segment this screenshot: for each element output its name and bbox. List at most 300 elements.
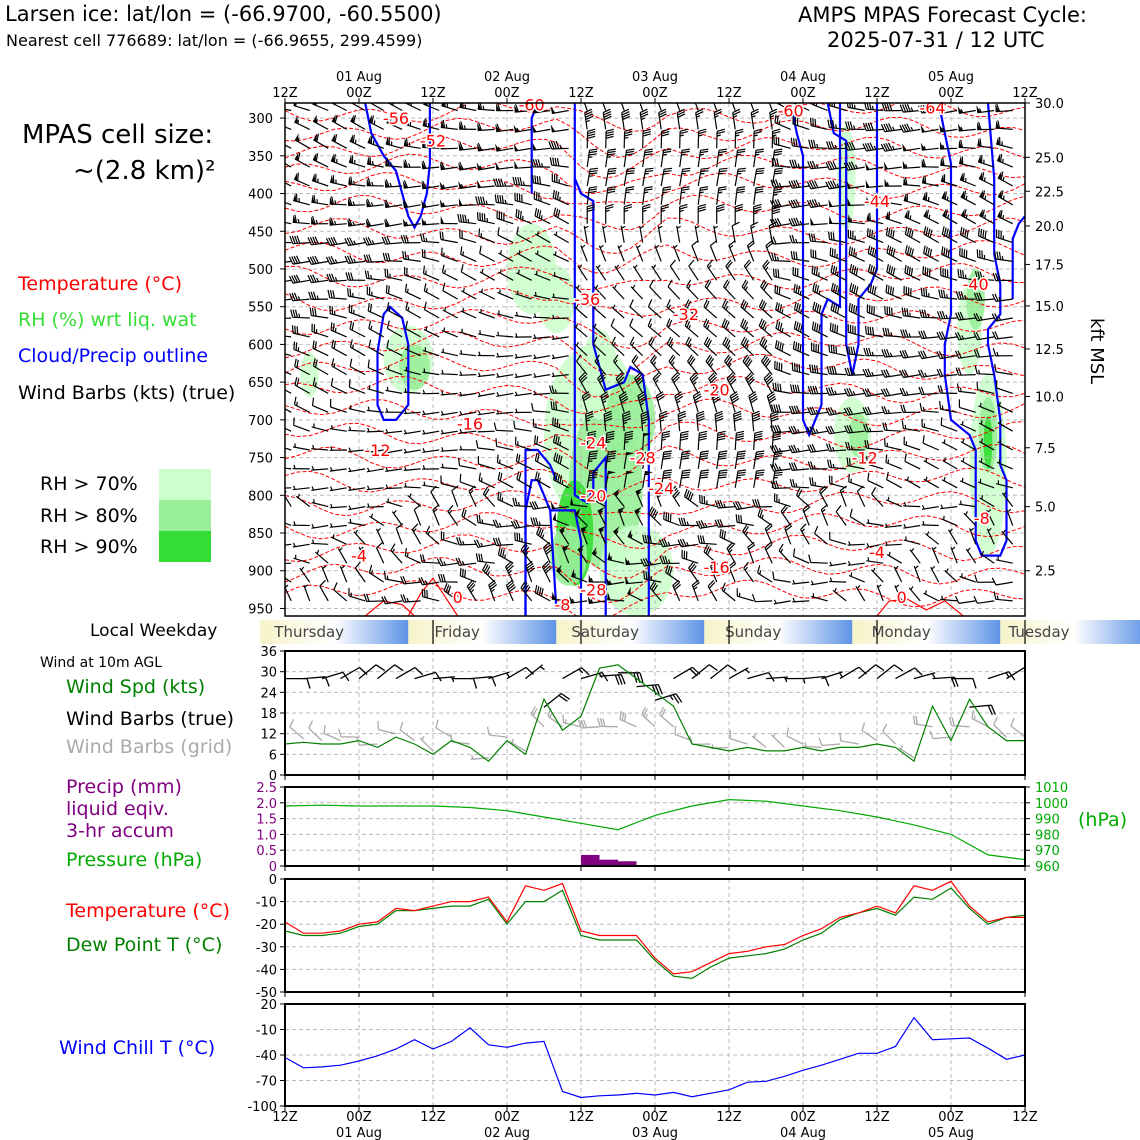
grid-wind-barb-shaft xyxy=(730,730,747,744)
upper-wind-barb-shaft xyxy=(498,472,513,488)
upper-wind-barb xyxy=(385,269,402,281)
upper-wind-barb xyxy=(794,548,810,563)
upper-wind-barb-shaft xyxy=(661,168,672,186)
upper-wind-barb xyxy=(831,283,846,299)
true-wind-barb-shaft xyxy=(674,667,701,678)
upper-wind-barb-shaft xyxy=(478,456,494,469)
upper-wind-barb xyxy=(441,464,458,469)
temp-contour-label: -64 xyxy=(919,98,946,118)
true-wind-barb xyxy=(840,667,867,678)
upper-wind-barb xyxy=(289,256,309,264)
upper-wind-barb-shaft xyxy=(276,416,292,431)
upper-wind-barb xyxy=(677,109,685,129)
upper-wind-barb-shaft xyxy=(904,437,920,450)
upper-wind-barb-shaft xyxy=(461,246,477,261)
windchill-line xyxy=(285,1018,1025,1098)
upper-wind-barb xyxy=(331,378,346,393)
upper-wind-barb xyxy=(349,405,366,412)
upper-wind-barb xyxy=(765,524,772,545)
upper-wind-barb xyxy=(311,195,328,205)
upper-wind-barb-shaft xyxy=(992,313,1012,321)
grid-wind-barb-shaft xyxy=(819,738,840,746)
upper-wind-barb xyxy=(748,542,755,563)
upper-wind-barb xyxy=(630,319,643,337)
upper-wind-barb xyxy=(328,290,347,299)
upper-wind-barb-shaft xyxy=(956,596,976,603)
legend-temperature: Temperature (°C) xyxy=(18,273,182,295)
top-time-label: 12Z xyxy=(864,86,890,101)
upper-wind-barb xyxy=(992,313,1012,321)
true-wind-barb-shaft xyxy=(341,668,368,679)
upper-wind-barb-shaft xyxy=(422,448,439,452)
upper-wind-barb-shaft xyxy=(276,138,291,148)
upper-wind-barb xyxy=(902,143,920,151)
upper-wind-barb xyxy=(771,481,791,489)
upper-wind-barb-shaft xyxy=(758,565,773,582)
upper-wind-barb-flag xyxy=(960,173,963,181)
upper-wind-barb-shaft xyxy=(326,256,346,264)
upper-wind-barb-shaft xyxy=(459,392,476,396)
upper-wind-barb-shaft xyxy=(553,190,569,205)
upper-wind-barb-shaft xyxy=(458,214,476,224)
upper-wind-barb xyxy=(643,168,654,186)
pressure-panel xyxy=(256,781,1068,875)
upper-wind-barb xyxy=(922,159,939,167)
upper-wind-barb-shaft xyxy=(312,424,329,432)
upper-wind-barb xyxy=(918,370,938,378)
true-wind-barb-shaft xyxy=(1025,665,1051,679)
upper-wind-barb xyxy=(863,123,883,131)
upper-wind-barb-flag xyxy=(276,134,280,142)
upper-wind-barb-shaft xyxy=(743,355,754,375)
upper-wind-barb-shaft xyxy=(603,109,611,129)
upper-wind-barb xyxy=(904,437,920,450)
kft-tick-label: 30.0 xyxy=(1035,97,1064,112)
grid-wind-barb-shaft xyxy=(1011,718,1025,737)
true-wind-barb-shaft xyxy=(526,665,545,679)
upper-wind-barb xyxy=(939,124,957,132)
upper-wind-barb xyxy=(877,585,883,601)
true-wind-barb-shaft xyxy=(748,673,775,682)
upper-wind-barb xyxy=(383,253,402,262)
upper-wind-barb xyxy=(771,179,791,187)
temp-contour-label: -12 xyxy=(851,448,878,468)
upper-wind-barb xyxy=(979,190,994,205)
true-wind-barb xyxy=(433,677,455,682)
upper-wind-barb xyxy=(776,340,791,356)
upper-wind-barb xyxy=(295,152,310,167)
upper-wind-barb-shaft xyxy=(774,136,791,148)
upper-wind-barb xyxy=(887,472,902,488)
upper-wind-barb xyxy=(422,217,440,225)
upper-wind-barb xyxy=(909,586,920,601)
upper-wind-barb-shaft xyxy=(809,555,828,564)
pressure-tick-label: 850 xyxy=(248,527,273,543)
upper-wind-barb xyxy=(552,173,568,186)
upper-wind-barb-shaft xyxy=(460,474,476,488)
upper-wind-barb xyxy=(914,566,920,582)
temp-contour-label: -20 xyxy=(580,486,607,506)
upper-wind-barb-shaft xyxy=(422,589,439,601)
upper-wind-barb-shaft xyxy=(748,542,755,563)
temp-contour-label: -28 xyxy=(629,448,656,468)
upper-wind-barb-shaft xyxy=(900,388,920,396)
rh70-swatch xyxy=(159,469,211,500)
upper-wind-barb-shaft xyxy=(658,226,662,243)
upper-wind-barb-shaft xyxy=(680,451,691,469)
upper-wind-barb xyxy=(746,373,755,394)
upper-wind-barb-shaft xyxy=(364,237,384,245)
upper-wind-barb xyxy=(922,419,939,431)
upper-wind-barb xyxy=(652,265,661,280)
upper-wind-barb xyxy=(424,302,439,318)
upper-wind-barb-shaft xyxy=(771,463,791,471)
y-tick-label: 1.5 xyxy=(256,812,277,828)
upper-wind-barb-shaft xyxy=(437,558,457,566)
upper-wind-barb xyxy=(458,142,476,150)
upper-wind-barb xyxy=(744,562,754,582)
upper-wind-barb xyxy=(724,280,736,299)
upper-wind-barb-shaft xyxy=(443,283,458,299)
pressure-tick-label: 650 xyxy=(248,376,273,392)
upper-wind-barb xyxy=(368,360,384,375)
upper-wind-barb-shaft xyxy=(704,337,716,356)
upper-wind-barb-shaft xyxy=(693,392,701,413)
upper-wind-barb xyxy=(717,204,725,223)
upper-wind-barb-shaft xyxy=(781,505,791,525)
upper-wind-barb xyxy=(404,467,421,471)
upper-wind-barb-shaft xyxy=(618,90,627,111)
upper-wind-barb-shaft xyxy=(330,487,347,491)
upper-wind-barb xyxy=(770,445,790,453)
upper-wind-barb-shaft xyxy=(578,265,587,280)
upper-wind-barb xyxy=(350,359,365,375)
upper-wind-barb-shaft xyxy=(761,280,773,299)
upper-wind-barb-shaft xyxy=(904,537,920,545)
upper-wind-barb xyxy=(385,571,403,582)
temp-contour-label: 0 xyxy=(896,588,907,608)
legend-rh: RH (%) wrt liq. wat xyxy=(18,309,197,331)
kft-tick-label: 7.5 xyxy=(1035,441,1056,457)
legend-barbs-true: Wind Barbs (true) xyxy=(66,708,235,730)
weekday-label: Tuesday xyxy=(1008,623,1070,641)
upper-wind-barb-shaft xyxy=(770,199,790,207)
upper-wind-barb xyxy=(460,329,476,337)
upper-wind-barb-shaft xyxy=(714,226,718,243)
cycle-time: 2025-07-31 / 12 UTC xyxy=(827,28,1045,52)
upper-wind-barb-shaft xyxy=(850,509,865,526)
upper-wind-barb-shaft xyxy=(377,543,384,564)
upper-wind-barb xyxy=(495,162,513,170)
upper-wind-barb xyxy=(506,561,514,582)
true-wind-barb xyxy=(600,675,626,685)
upper-wind-barb-shaft xyxy=(531,518,550,526)
upper-wind-barb xyxy=(496,392,513,396)
upper-wind-barb xyxy=(689,260,698,280)
upper-wind-barb-shaft xyxy=(830,475,847,487)
upper-wind-barb xyxy=(910,548,920,563)
upper-wind-barb xyxy=(764,373,773,394)
upper-wind-barb xyxy=(959,140,976,149)
upper-wind-barb xyxy=(414,505,420,526)
upper-wind-barb-shaft xyxy=(467,581,476,601)
upper-wind-barb-shaft xyxy=(729,241,735,262)
upper-wind-barb-shaft xyxy=(422,249,439,261)
legend-rh90: RH > 90% xyxy=(40,536,138,558)
upper-wind-barb-shaft xyxy=(680,431,689,450)
upper-wind-barb xyxy=(587,168,598,186)
upper-wind-barb-shaft xyxy=(293,521,310,525)
upper-wind-barb-shaft xyxy=(770,218,790,226)
upper-wind-barb xyxy=(905,245,920,261)
zero-contour xyxy=(877,599,963,616)
upper-wind-barb-shaft xyxy=(749,392,758,413)
upper-wind-barb xyxy=(714,109,722,129)
upper-wind-barb xyxy=(533,373,550,377)
upper-wind-barb xyxy=(771,463,791,471)
pressure-tick-label: 750 xyxy=(248,451,273,467)
upper-wind-barb xyxy=(831,302,846,318)
upper-wind-barb-shaft xyxy=(340,566,346,582)
upper-wind-barb-shaft xyxy=(673,245,679,261)
upper-wind-barb-shaft xyxy=(886,497,902,507)
upper-wind-barb-shaft xyxy=(599,245,605,261)
upper-wind-barb xyxy=(995,364,1013,375)
upper-wind-barb-shaft xyxy=(441,120,458,129)
upper-wind-barb-shaft xyxy=(920,403,939,412)
upper-wind-barb xyxy=(367,503,384,507)
upper-wind-barb-shaft xyxy=(993,294,1013,302)
kft-tick-label: 15.0 xyxy=(1035,299,1064,315)
upper-wind-barb xyxy=(404,160,421,168)
upper-wind-barb-shaft xyxy=(651,355,662,375)
upper-wind-barb xyxy=(882,406,902,414)
upper-wind-barb xyxy=(763,260,772,280)
upper-wind-barb-shaft xyxy=(811,249,828,261)
upper-wind-barb-shaft xyxy=(276,172,291,186)
upper-wind-barb-flag xyxy=(997,153,1000,161)
upper-wind-barb-shaft xyxy=(759,319,772,337)
upper-wind-barb-shaft xyxy=(670,260,679,280)
top-time-label: 00Z xyxy=(494,86,520,101)
upper-wind-barb-shaft xyxy=(424,302,439,318)
upper-wind-barb-shaft xyxy=(661,149,671,167)
upper-wind-barb-shaft xyxy=(493,538,513,546)
upper-wind-barb-shaft xyxy=(533,335,550,339)
pressure-tick-label: 600 xyxy=(248,338,273,354)
upper-wind-barb-shaft xyxy=(724,280,736,299)
upper-wind-barb xyxy=(621,226,625,243)
upper-wind-barb xyxy=(346,272,365,280)
upper-wind-barb-shaft xyxy=(483,487,494,507)
upper-wind-barb-shaft xyxy=(811,118,828,130)
upper-wind-barb xyxy=(998,171,1013,186)
upper-wind-barb-shaft xyxy=(535,472,550,488)
upper-wind-barb xyxy=(791,384,810,393)
upper-wind-barb xyxy=(1007,509,1013,525)
upper-wind-barb xyxy=(975,575,994,583)
upper-wind-barb-shaft xyxy=(995,364,1013,375)
upper-wind-barb-flag xyxy=(810,217,814,225)
upper-wind-barb xyxy=(942,191,958,205)
upper-wind-barb-shaft xyxy=(809,140,828,149)
upper-wind-barb xyxy=(774,136,791,148)
upper-wind-barb xyxy=(422,430,439,434)
upper-wind-barb xyxy=(650,280,662,299)
upper-wind-barb-shaft xyxy=(942,439,957,450)
upper-wind-barb xyxy=(695,226,699,243)
grid-wind-barb-shaft xyxy=(787,728,803,744)
upper-wind-barb-shaft xyxy=(311,195,328,205)
upper-wind-barb xyxy=(349,155,365,167)
upper-wind-barb xyxy=(606,129,614,148)
upper-wind-barb xyxy=(552,335,569,339)
upper-wind-barb xyxy=(717,168,728,186)
upper-wind-barb xyxy=(774,269,791,281)
true-wind-barb-shaft xyxy=(840,667,867,678)
upper-wind-barb xyxy=(330,175,347,186)
weekday-label: Saturday xyxy=(571,623,639,641)
upper-wind-barb xyxy=(550,157,568,167)
upper-wind-barb xyxy=(692,580,699,601)
grid-wind-barb-shaft xyxy=(840,733,859,745)
upper-wind-barb xyxy=(517,472,532,488)
legend-precip-1: Precip (mm) xyxy=(66,776,182,798)
upper-wind-barb xyxy=(511,520,531,528)
upper-wind-barb xyxy=(441,120,458,130)
upper-wind-barb xyxy=(274,543,291,547)
pressure-tick-label: 500 xyxy=(248,262,273,278)
upper-wind-barb-shaft xyxy=(311,466,328,470)
top-time-label: 00Z xyxy=(790,86,816,101)
upper-wind-barb-flag xyxy=(275,192,278,200)
upper-wind-barb xyxy=(900,370,920,378)
upper-wind-barb xyxy=(478,392,495,396)
upper-wind-barb xyxy=(830,532,847,545)
upper-wind-barb xyxy=(440,181,458,189)
upper-wind-barb xyxy=(458,162,476,170)
upper-wind-barb-shaft xyxy=(441,411,458,415)
upper-wind-barb xyxy=(476,440,494,450)
upper-wind-barb xyxy=(710,241,716,262)
upper-wind-barb xyxy=(476,553,494,563)
upper-wind-barb-shaft xyxy=(775,361,791,375)
upper-wind-barb xyxy=(496,353,513,357)
legend-barbs-grid: Wind Barbs (grid) xyxy=(66,736,233,758)
upper-wind-barb xyxy=(364,594,384,602)
top-time-label: 12Z xyxy=(420,86,446,101)
upper-wind-barb-shaft xyxy=(275,516,291,525)
upper-wind-barb-shaft xyxy=(348,177,365,187)
upper-wind-barb xyxy=(606,204,614,223)
upper-wind-barb xyxy=(320,580,328,601)
upper-wind-barb xyxy=(811,581,828,585)
upper-wind-barb xyxy=(311,540,328,545)
upper-wind-barb xyxy=(535,472,550,488)
true-wind-barb xyxy=(581,673,608,682)
upper-wind-barb-shaft xyxy=(603,226,607,243)
upper-wind-barb xyxy=(448,505,458,525)
upper-wind-barb xyxy=(809,233,828,242)
upper-wind-barb-shaft xyxy=(459,372,476,376)
upper-wind-barb-shaft xyxy=(942,226,957,242)
upper-wind-barb-shaft xyxy=(887,245,902,261)
upper-wind-barb-shaft xyxy=(813,283,828,299)
upper-wind-barb xyxy=(350,321,365,337)
grid-wind-barb xyxy=(378,721,396,734)
upper-wind-barb-shaft xyxy=(696,520,716,528)
upper-wind-barb xyxy=(996,556,1013,563)
upper-wind-barb-shaft xyxy=(275,192,291,205)
upper-wind-barb xyxy=(367,407,384,413)
upper-wind-barb-shaft xyxy=(717,204,725,223)
upper-wind-barb-shaft xyxy=(535,208,550,224)
upper-wind-barb-shaft xyxy=(478,330,495,337)
upper-wind-barb xyxy=(905,227,920,243)
upper-wind-barb-shaft xyxy=(672,373,680,394)
upper-wind-barb xyxy=(737,588,754,601)
upper-wind-barb-shaft xyxy=(881,369,901,377)
upper-wind-barb-shaft xyxy=(493,520,513,528)
upper-wind-barb xyxy=(961,190,976,205)
upper-wind-barb-shaft xyxy=(729,561,736,582)
upper-wind-barb xyxy=(382,596,402,604)
grid-wind-barb-shaft xyxy=(290,719,304,739)
upper-wind-barb-shaft xyxy=(801,524,810,545)
upper-wind-barb xyxy=(332,340,347,356)
upper-wind-barb xyxy=(903,502,920,507)
upper-wind-barb-shaft xyxy=(483,563,495,582)
upper-wind-barb-shaft xyxy=(678,411,686,431)
upper-wind-barb-shaft xyxy=(448,505,458,525)
upper-wind-barb xyxy=(707,260,716,280)
upper-wind-barb xyxy=(422,411,439,415)
upper-wind-barb xyxy=(882,349,902,357)
upper-wind-barb-flag xyxy=(532,143,536,151)
upper-wind-barb-shaft xyxy=(391,544,402,564)
upper-wind-barb-flag xyxy=(829,216,832,224)
upper-wind-barb xyxy=(584,226,588,243)
upper-wind-barb xyxy=(680,187,690,205)
grid-wind-barb xyxy=(752,734,766,748)
upper-wind-barb xyxy=(977,122,994,130)
upper-wind-barb xyxy=(698,168,709,186)
upper-wind-barb xyxy=(742,280,754,299)
upper-wind-barb xyxy=(735,149,745,167)
upper-wind-barb xyxy=(460,568,476,582)
upper-wind-barb-shaft xyxy=(469,486,476,507)
upper-wind-barb xyxy=(348,468,365,472)
y-tick-label: 2.5 xyxy=(256,781,277,796)
upper-wind-barb xyxy=(293,443,310,450)
upper-wind-barb-shaft xyxy=(717,129,725,148)
upper-wind-barb-shaft xyxy=(766,90,773,111)
upper-wind-barb-shaft xyxy=(680,149,690,167)
y-tick-label: 2.0 xyxy=(256,796,277,812)
true-wind-barb-shaft xyxy=(415,672,442,681)
upper-wind-barb-shaft xyxy=(326,237,346,245)
upper-wind-barb-shaft xyxy=(506,561,514,582)
upper-wind-barb xyxy=(495,195,513,205)
upper-wind-barb-shaft xyxy=(863,123,883,131)
y-tick-label: -10 xyxy=(255,1023,277,1039)
upper-wind-barb xyxy=(348,448,365,452)
upper-wind-barb-shaft xyxy=(765,524,772,545)
upper-wind-barb-shaft xyxy=(792,580,809,584)
upper-wind-barb-shaft xyxy=(497,455,513,469)
upper-wind-barb-shaft xyxy=(932,547,939,563)
upper-wind-barb xyxy=(603,226,607,243)
